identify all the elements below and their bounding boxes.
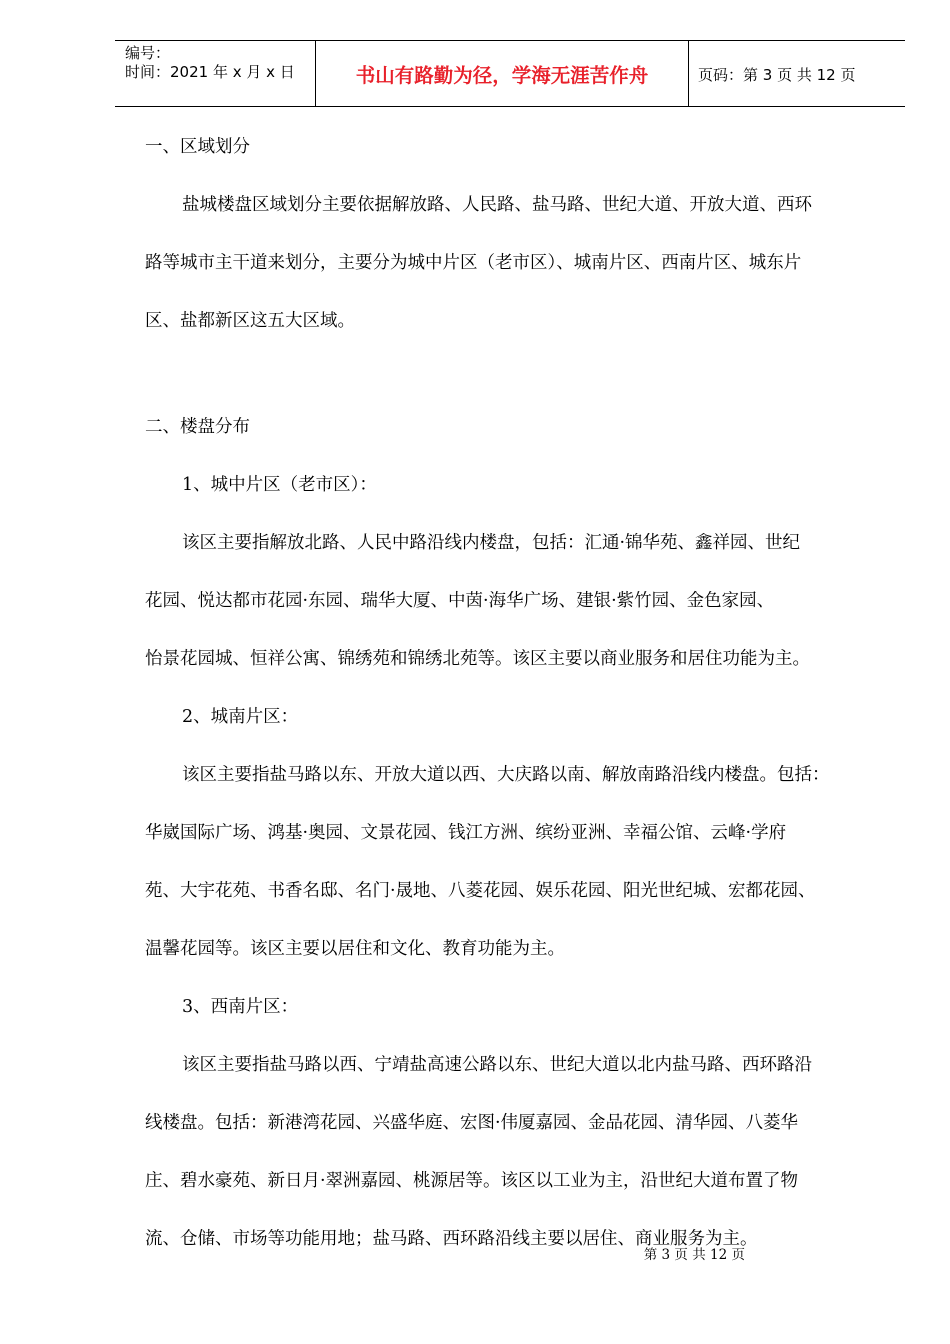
time-label: 时间：2021 年 x 月 x 日 — [125, 63, 295, 81]
subsection-title: 2、城南片区： — [182, 707, 299, 727]
paragraph-line: 流、仓储、市场等功能用地；盐马路、西环路沿线主要以居住、商业服务为主。 — [145, 1229, 758, 1249]
header-meta-cell — [115, 41, 316, 106]
section-title-distribution: 二、楼盘分布 — [145, 417, 250, 437]
header-motto: 书山有路勤为径，学海无涯苦作舟 — [355, 64, 649, 87]
paragraph-line: 花园、悦达都市花园·东园、瑞华大厦、中茵·海华广场、建银·紫竹园、金色家园、 — [145, 591, 775, 611]
paragraph-line: 路等城市主干道来划分，主要分为城中片区（老市区）、城南片区、西南片区、城东片 — [145, 253, 802, 273]
section-title-region: 一、区域划分 — [145, 137, 250, 157]
page-footer — [0, 1246, 950, 1264]
paragraph-line: 该区主要指盐马路以西、宁靖盐高速公路以东、世纪大道以北内盐马路、西环路沿 — [182, 1055, 812, 1075]
subsection-title: 1、城中片区（老市区）： — [182, 475, 377, 495]
paragraph-line: 区、盐都新区这五大区域。 — [145, 311, 355, 331]
paragraph-line: 线楼盘。包括：新港湾花园、兴盛华庭、宏图·伟厦嘉园、金品花园、清华园、八菱华 — [145, 1113, 799, 1133]
paragraph-line: 怡景花园城、恒祥公寓、锦绣苑和锦绣北苑等。该区主要以商业服务和居住功能为主。 — [145, 649, 810, 669]
header-motto-cell — [316, 41, 689, 106]
page-header — [115, 40, 905, 107]
paragraph-line: 庄、碧水豪苑、新日月·翠洲嘉园、桃源居等。该区以工业为主，沿世纪大道布置了物 — [145, 1171, 799, 1191]
footer-page-number: 第 3 页 共 12 页 — [643, 1247, 745, 1263]
paragraph-line: 盐城楼盘区域划分主要依据解放路、人民路、盐马路、世纪大道、开放大道、西环 — [182, 195, 812, 215]
paragraph-line: 该区主要指盐马路以东、开放大道以西、大庆路以南、解放南路沿线内楼盘。包括： — [182, 765, 830, 785]
paragraph-line: 华崴国际广场、鸿基·奥园、文景花园、钱江方洲、缤纷亚洲、幸福公馆、云峰·学府 — [145, 823, 787, 843]
header-page-label: 页码：第 3 页 共 12 页 — [698, 66, 856, 84]
paragraph-line: 苑、大宇花苑、书香名邸、名门·晟地、八菱花园、娱乐花园、阳光世纪城、宏都花园、 — [145, 881, 816, 901]
paragraph-line: 该区主要指解放北路、人民中路沿线内楼盘，包括：汇通·锦华苑、鑫祥园、世纪 — [182, 533, 801, 553]
paragraph-line: 温馨花园等。该区主要以居住和文化、教育功能为主。 — [145, 939, 565, 959]
header-page-cell — [689, 41, 905, 106]
number-label: 编号： — [125, 44, 171, 62]
document-body — [145, 118, 880, 1268]
subsection-title: 3、西南片区： — [182, 997, 299, 1017]
